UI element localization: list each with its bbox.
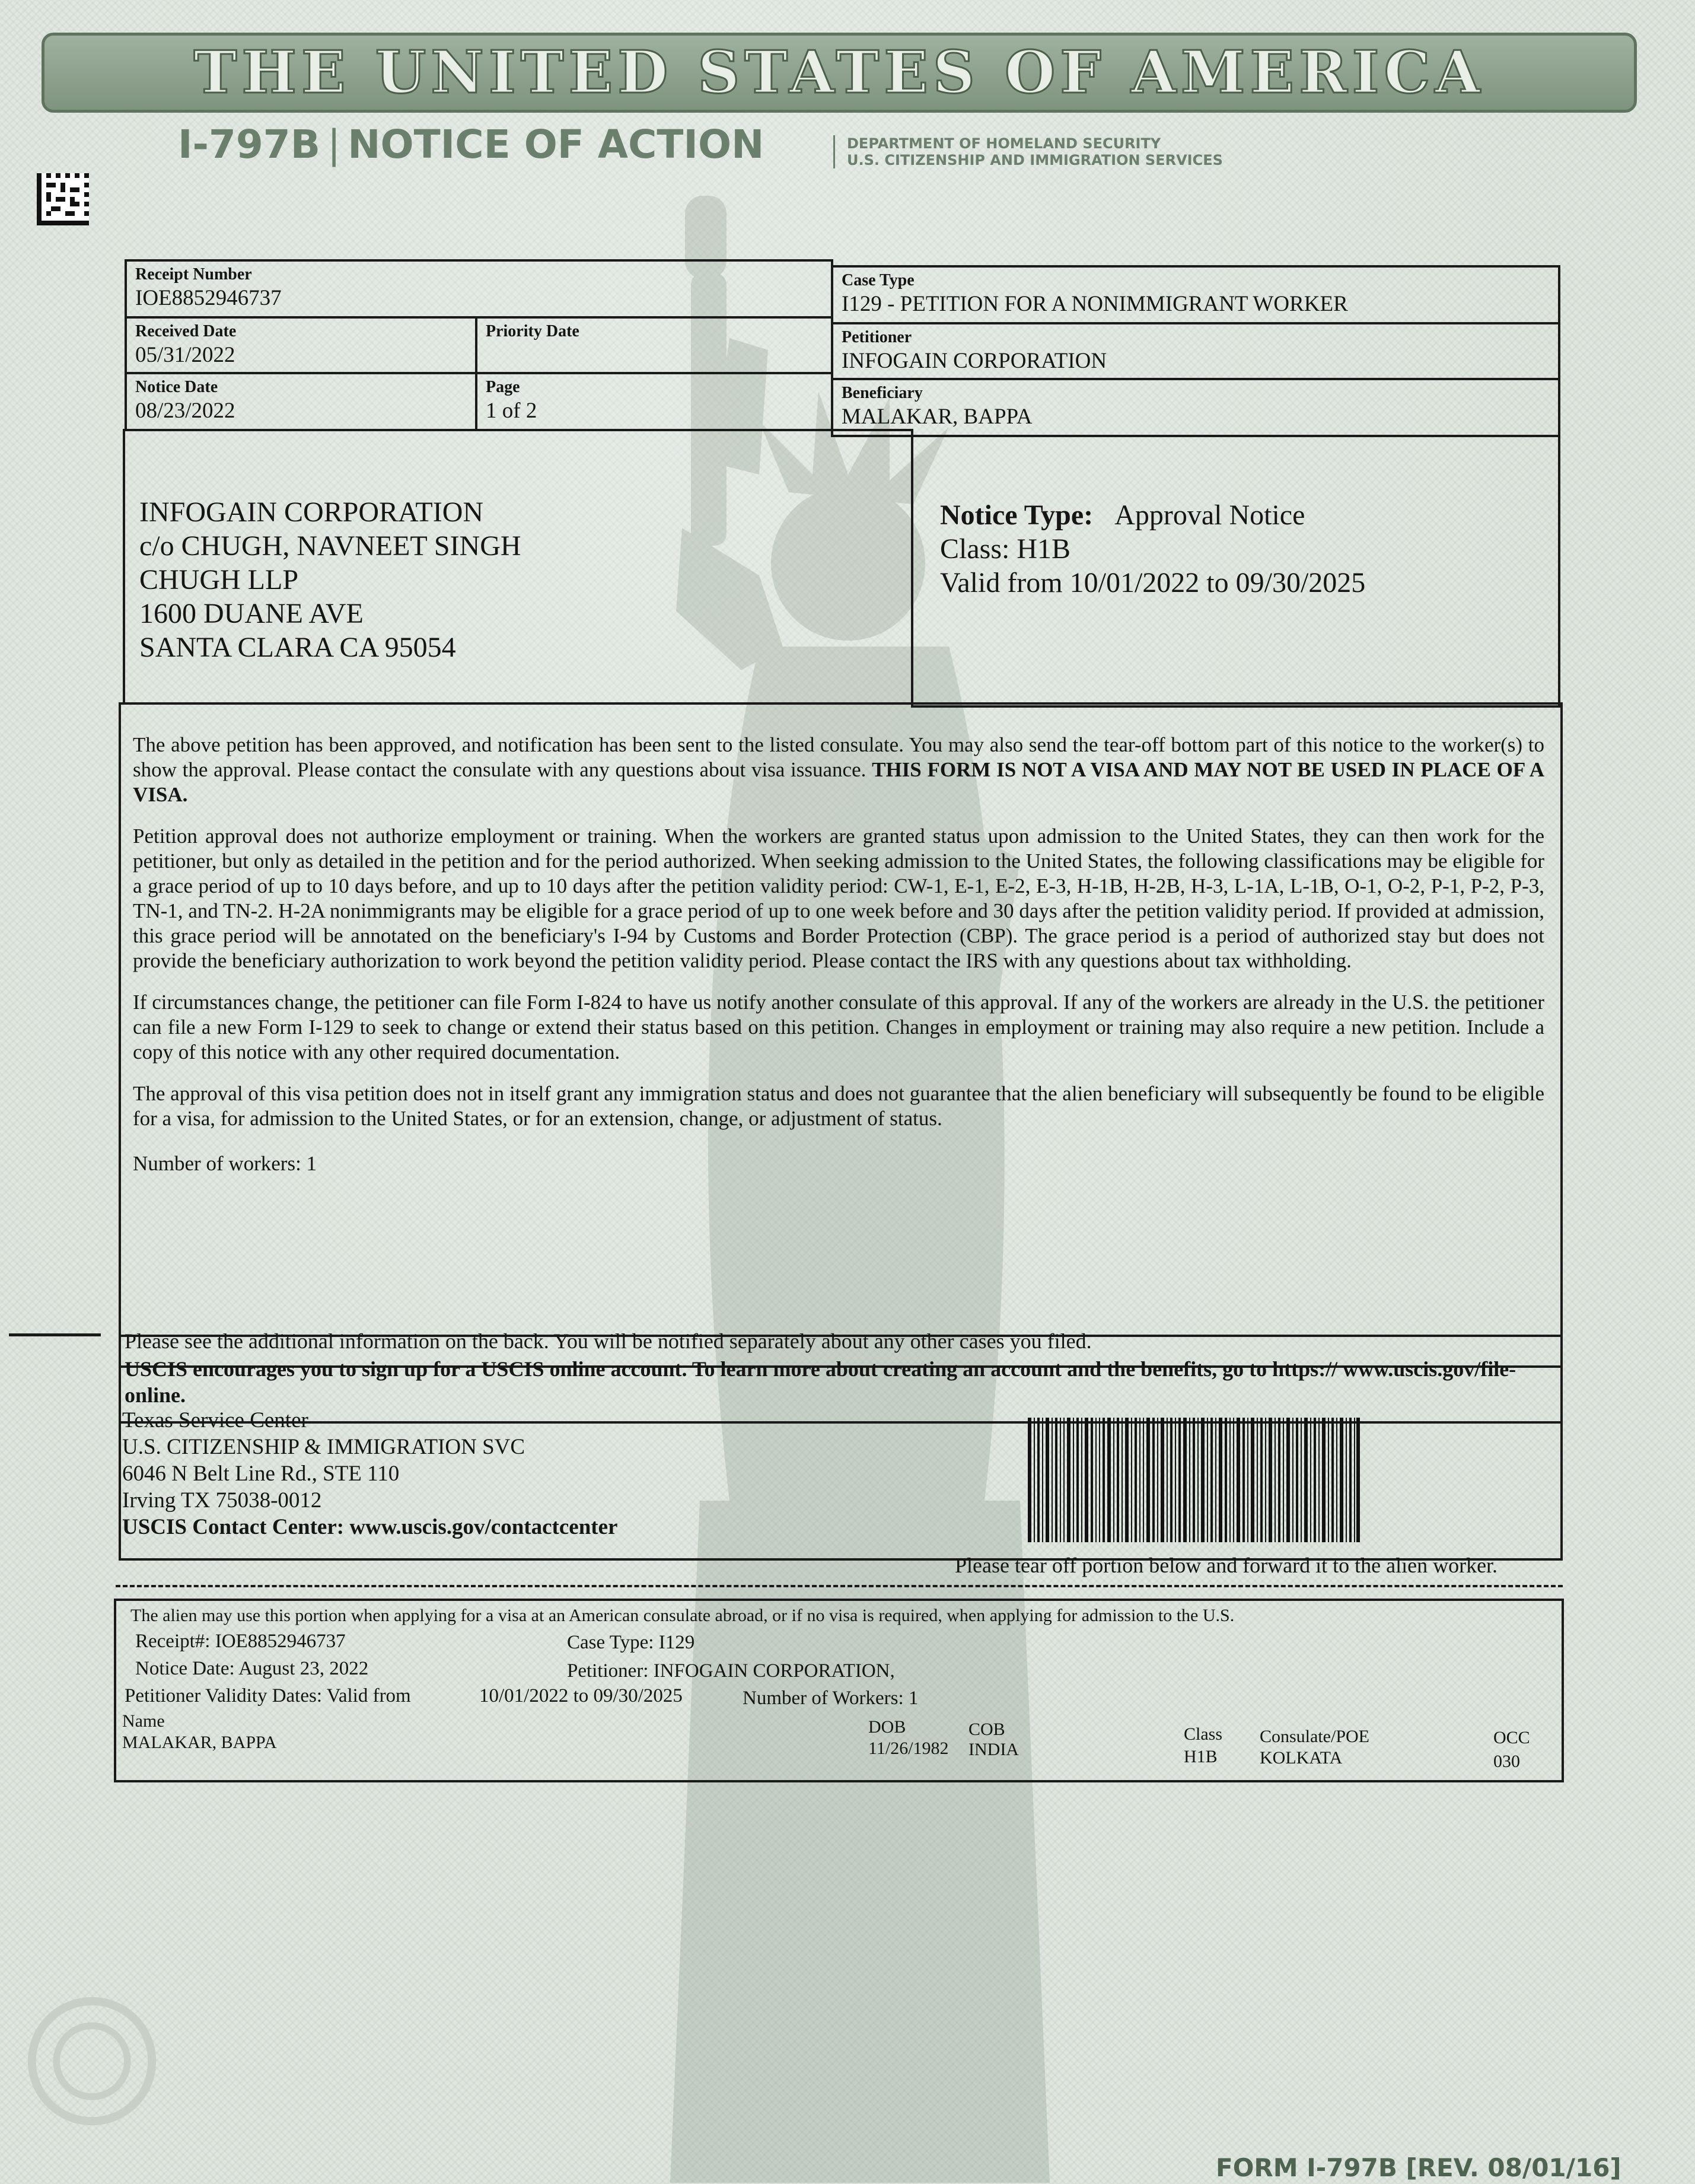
- stub-cob-label: COB: [968, 1720, 1005, 1739]
- banner-title: THE UNITED STATES OF AMERICA: [193, 39, 1485, 107]
- notice-date-label: Notice Date: [135, 378, 218, 396]
- stub-name: MALAKAR, BAPPA: [122, 1733, 277, 1752]
- notice-type-row: [940, 498, 1365, 532]
- title-separator: |: [327, 122, 341, 167]
- case-type: I129 - PETITION FOR A NONIMMIGRANT WORKER: [842, 292, 1348, 316]
- contact-center: USCIS Contact Center: www.uscis.gov/contactcenter: [122, 1515, 618, 1539]
- tear-off-instruction: Please tear off portion below and forward it to the alien worker.: [955, 1553, 1498, 1577]
- notice-body: [133, 733, 1544, 1193]
- case-type-cell: [831, 265, 1560, 324]
- stub-dob: 11/26/1982: [868, 1739, 949, 1758]
- agency-block: [833, 135, 1223, 168]
- received-date: 05/31/2022: [135, 343, 235, 367]
- petitioner-label: Petitioner: [842, 328, 912, 346]
- petitioner: INFOGAIN CORPORATION: [842, 349, 1107, 373]
- stub-class: H1B: [1184, 1747, 1218, 1766]
- mailing-address: [139, 495, 521, 664]
- service-center-city: Irving TX 75038-0012: [122, 1488, 322, 1513]
- form-id: I-797B: [178, 122, 321, 167]
- not-a-visa-warning: THIS FORM IS NOT A VISA AND MAY NOT BE USED IN PLACE OF A VISA.: [133, 758, 1544, 806]
- stub-case-type: Case Type: I129: [567, 1632, 695, 1653]
- receipt-number: IOE8852946737: [135, 286, 282, 310]
- form-revision: FORM I-797B [REV. 08/01/16]: [1216, 2153, 1621, 2182]
- service-center-agency: U.S. CITIZENSHIP & IMMIGRATION SVC: [122, 1435, 525, 1459]
- form-title: [178, 122, 764, 167]
- stub-petitioner: Petitioner: INFOGAIN CORPORATION,: [567, 1660, 895, 1682]
- notice-date-cell: [125, 372, 477, 431]
- beneficiary-cell: [831, 378, 1560, 437]
- stub-workers: Number of Workers: 1: [743, 1688, 919, 1709]
- stub-dob-label: DOB: [868, 1717, 906, 1737]
- tear-off-stub: [114, 1599, 1564, 1782]
- stub-occ-label: OCC: [1493, 1728, 1530, 1747]
- notice-class: Class: H1B: [940, 533, 1071, 565]
- notice-date: 08/23/2022: [135, 399, 235, 423]
- priority-date-label: Priority Date: [486, 322, 579, 340]
- barcode: [1028, 1418, 1360, 1542]
- address-line: 1600 DUANE AVE: [139, 598, 364, 629]
- tear-line: [116, 1585, 1563, 1587]
- stub-notice-date: Notice Date: August 23, 2022: [135, 1658, 369, 1679]
- datamatrix-code: [37, 173, 89, 225]
- stub-consulate-label: Consulate/POE: [1260, 1727, 1369, 1746]
- service-center-name: Texas Service Center: [122, 1408, 308, 1432]
- online-account-notice: USCIS encourages you to sign up for a USCIS online account. To learn more about creating an account and the benefits, go to https:// www.uscis.gov/file-online.: [125, 1357, 1516, 1407]
- address-line: CHUGH LLP: [139, 564, 299, 596]
- page-cell: [475, 372, 833, 431]
- stub-cob: INDIA: [968, 1740, 1019, 1759]
- receipt-number-label: Receipt Number: [135, 265, 252, 284]
- fold-mark: [9, 1333, 101, 1336]
- notice-type: Approval Notice: [1114, 499, 1305, 531]
- page-number: 1 of 2: [486, 399, 537, 423]
- service-center: [122, 1407, 617, 1540]
- form-name: NOTICE OF ACTION: [348, 122, 764, 167]
- stub-receipt: Receipt#: IOE8852946737: [135, 1631, 346, 1652]
- paragraph-disclaimer: The approval of this visa petition does not in itself grant any immigration status and does not guarantee that the alien beneficiary will subsequently be found to be eligible for a visa, for admission to the United States, or for an extension, change, or adjustment of status.: [133, 1082, 1544, 1130]
- address-line: INFOGAIN CORPORATION: [139, 496, 484, 528]
- paragraph-employment: Petition approval does not authorize employment or training. When the workers are granted status upon admission to the United States, they can then work for the petitioner, but only as detailed in the petition and for the period authorized. When seeking admission to the United States, the following classifications may be eligible for a grace period of up to 10 days before, and up to 10 days after the petition validity period: CW-1, E-1, E-2, E-3, H-1B, H-2B, H-3, L-1A, L-1B, O-1, O-2, P-1, P-2, P-3, TN-1, and TN-2. H-2A nonimmigrants may be eligible for a grace period of up to one week before and 30 days after the petition validity period. If provided at admission, this grace period will be annotated on the beneficiary's I-94 by Customs and Border Protection (CBP). The grace period is a period of authorized stay but does not provide the beneficiary authorization to work beyond the petition validity period. Please contact the IRS with any questions about tax withholding.: [133, 824, 1544, 972]
- approval-text: The above petition has been approved, and notification has been sent to the listed consulate. You may also send the tear-off bottom part of this notice to the worker(s) to show the approval. Please contact the consulate with any questions about visa issuance.: [133, 733, 1544, 781]
- stub-validity-label: Petitioner Validity Dates: Valid from: [125, 1685, 411, 1707]
- page-label: Page: [486, 378, 520, 396]
- number-of-workers: Number of workers: 1: [133, 1152, 317, 1175]
- seal-watermark: [24, 1993, 160, 2129]
- agency-line-2: U.S. CITIZENSHIP AND IMMIGRATION SERVICES: [847, 152, 1223, 168]
- petitioner-cell: [831, 322, 1560, 380]
- beneficiary-label: Beneficiary: [842, 384, 923, 402]
- stub-consulate: KOLKATA: [1260, 1748, 1343, 1768]
- notice-validity: Valid from 10/01/2022 to 09/30/2025: [940, 567, 1366, 598]
- paragraph-approval: [133, 733, 1544, 807]
- stub-intro: The alien may use this portion when applying for a visa at an American consulate abroad, or if no visa is required, when applying for admission to the U.S.: [130, 1606, 1235, 1625]
- stub-occ: 030: [1493, 1752, 1520, 1771]
- notice-type-label: Notice Type:: [940, 499, 1094, 531]
- case-type-label: Case Type: [842, 271, 915, 289]
- header-banner: [42, 33, 1637, 113]
- additional-info: Please see the additional information on the back. You will be notified separately about any other cases you filed.: [125, 1329, 1092, 1353]
- address-line: SANTA CLARA CA 95054: [139, 632, 456, 663]
- stub-validity-dates: 10/01/2022 to 09/30/2025: [479, 1685, 683, 1707]
- priority-date-cell: [475, 316, 833, 374]
- paragraph-circumstances: If circumstances change, the petitioner can file Form I-824 to have us notify another consulate of this approval. If any of the workers are already in the U.S. the petitioner can file a new Form I-129 to seek to change or extend their status based on this petition. Changes in employment or training may also require a new petition. Include a copy of this notice with any other required documentation.: [133, 991, 1544, 1064]
- received-date-label: Received Date: [135, 322, 237, 340]
- service-center-street: 6046 N Belt Line Rd., STE 110: [122, 1462, 400, 1486]
- stub-class-label: Class: [1184, 1724, 1223, 1744]
- received-date-cell: [125, 316, 477, 374]
- agency-line-1: DEPARTMENT OF HOMELAND SECURITY: [847, 135, 1161, 152]
- receipt-number-cell: [125, 259, 833, 319]
- notice-summary: [940, 498, 1365, 600]
- stub-name-label: Name: [122, 1711, 165, 1731]
- beneficiary: MALAKAR, BAPPA: [842, 405, 1033, 429]
- address-line: c/o CHUGH, NAVNEET SINGH: [139, 530, 521, 562]
